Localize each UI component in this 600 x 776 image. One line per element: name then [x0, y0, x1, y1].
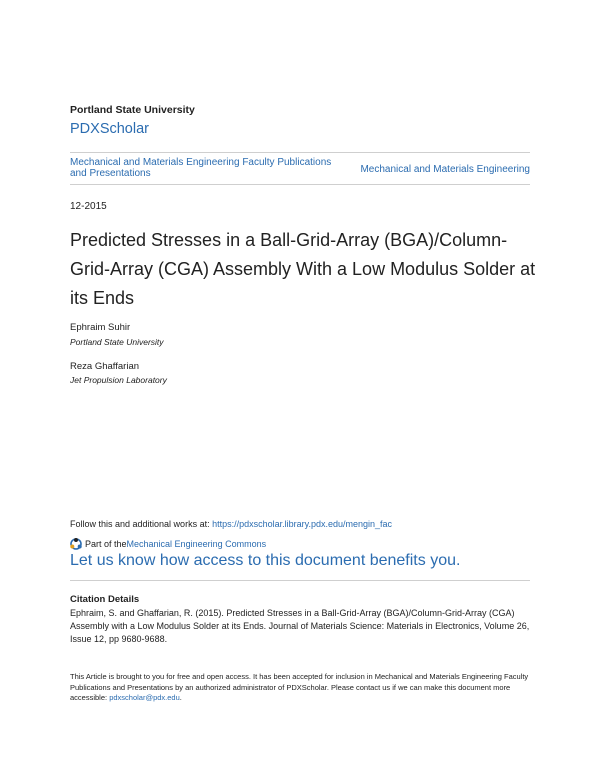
follow-prefix: Follow this and additional works at: [70, 519, 213, 529]
publication-date: 12-2015 [70, 201, 107, 212]
commons-link[interactable]: Mechanical Engineering Commons [126, 539, 267, 549]
author-affiliation: Jet Propulsion Laboratory [70, 375, 167, 385]
access-statement-suffix: . [179, 693, 182, 702]
author-affiliation: Portland State University [70, 337, 164, 347]
citation-text: Ephraim, S. and Ghaffarian, R. (2015). Predicted Stresses in a Ball-Grid-Array (BGA)/Column-Grid-Array (CGA) Assembly with a Low Modulus Solder at its Ends. Journal of Materials Science: Materials in Electronics, Volume 26, Issue 12, pp 9680-9688. [70, 608, 530, 644]
part-of-prefix: Part of the [85, 539, 127, 549]
access-statement [70, 672, 532, 704]
collection-url-link[interactable]: https://pdxscholar.library.pdx.edu/mengin_fac [212, 519, 393, 529]
network-commons-icon [70, 538, 82, 550]
access-statement-text: This Article is brought to you for free and open access. It has been accepted for inclusion in Mechanical and Materials Engineering Faculty Publications and Presentations by an authorized administrator of PDXScholar. Please contact us if we can make this document more accessible: [70, 672, 529, 702]
author-name: Reza Ghaffarian [70, 361, 140, 372]
article-title: Predicted Stresses in a Ball-Grid-Array (BGA)/Column-Grid-Array (CGA) Assembly With a Low Modulus Solder at its Ends [70, 230, 536, 308]
top-divider [70, 152, 530, 153]
author-name: Ephraim Suhir [70, 322, 131, 333]
follow-line [70, 519, 392, 529]
department-link[interactable]: Mechanical and Materials Engineering [360, 164, 530, 175]
university-name: Portland State University [70, 104, 195, 116]
repository-link[interactable]: PDXScholar [70, 121, 149, 137]
contact-email-link[interactable]: pdxscholar@pdx.edu [109, 693, 180, 702]
citation-heading: Citation Details [70, 594, 140, 605]
citation-divider [70, 580, 530, 581]
access-feedback-link[interactable]: Let us know how access to this document benefits you. [70, 552, 461, 569]
header-divider [70, 184, 530, 185]
part-of-line [70, 538, 266, 550]
collection-link[interactable]: Mechanical and Materials Engineering Faculty Publications and Presentations [70, 157, 332, 179]
